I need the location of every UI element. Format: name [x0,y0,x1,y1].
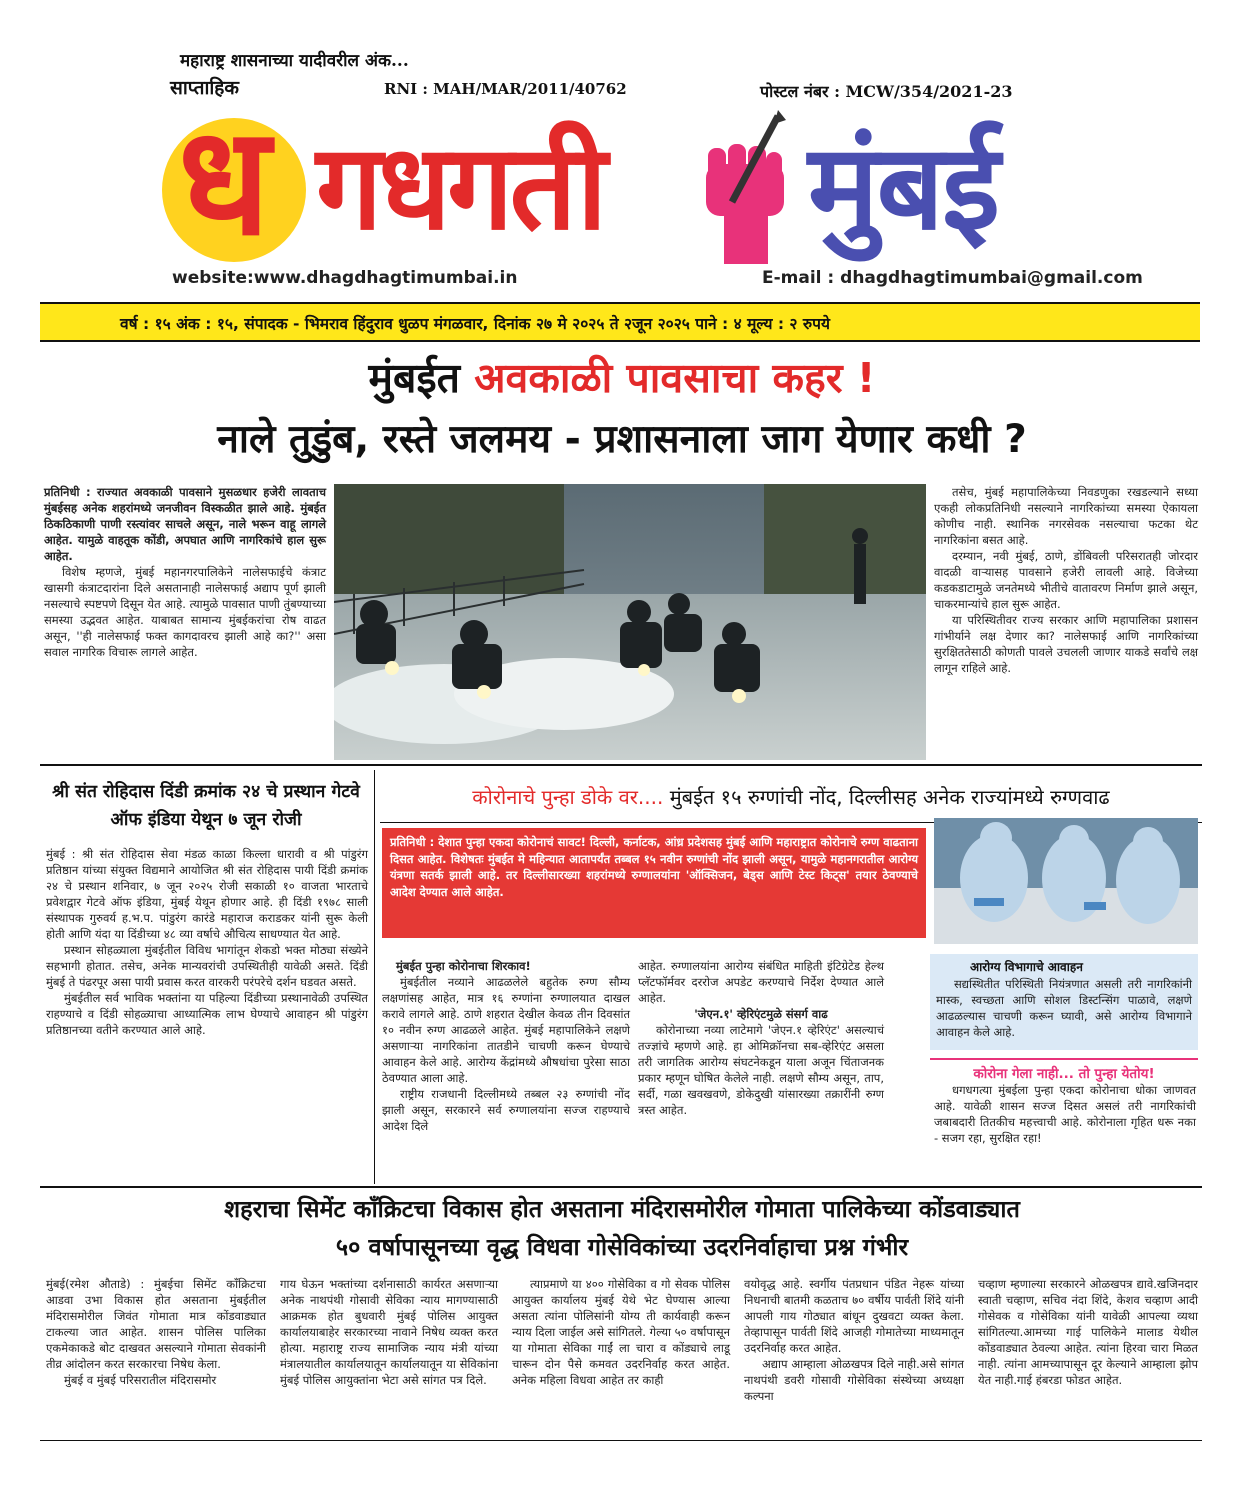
gomata-col1-p1: मुंबई(रमेश औताडे) : मुंबईचा सिमेंट कॉंक्रिटचा आडवा उभा विकास होत असताना मुंबईतील मंदिरासमोरील जिवंत गोमाता मात्र कोंडवाड्यात टाकल्या जात आहेत. शासन पोलिस पालिका एकमेकाकडे बोट दाखवत असल्याने गोमाता सेवकांनी तीव्र आंदोलन करत सरकारचा निषेध केला. [46,1277,266,1371]
masthead-logo [148,95,1108,272]
dindi-p1: मुंबई : श्री संत रोहिदास सेवा मंडळ काळा किल्ला धारावी व श्री पांडुरंग प्रतिष्ठान यांच्या संयुक्त विद्यमाने आयोजित श्री संत रोहिदास पायी दिंडी क्रमांक २४ चे प्रस्थान शनिवार, ७ जून २०२५ रोजी सकाळी १० वाजता भारताचे प्रवेशद्वार गेटवे ऑफ इंडिया, मुंबई येथून होणार आहे. ही दिंडी १९७८ साली संस्थापक गुरुवर्य ह.भ.प. पांडुरंग कारंडे महाराज कराडकर यांनी सुरू केली होती आणि यंदा या दिंडीच्या ४८ व्या वर्षाचे औचित्य साधण्यात येत आहे. [46,847,368,941]
weekly-label: साप्ताहिक [170,77,239,99]
lead-right-p3: या परिस्थितीवर राज्य सरकार आणि महापालिका प्रशासन गांभीर्याने लक्ष देणार का? नालेसफाई आणि नागरिकांच्या सुरक्षिततेसाठी कोणती पावले उचलली जाणार याकडे सर्वांचे लक्ष लागून राहिले आहे. [934,613,1198,675]
corona-col1-head: मुंबईत पुन्हा कोरोनाचा शिरकाव! [396,959,531,973]
website-link[interactable]: website:www.dhagdhagtimumbai.in [172,268,518,288]
corona-not-gone-text: धगधगत्या मुंबईला पुन्हा एकदा कोरोनाचा धोका जाणवत आहे. यावेळी शासन सज्ज दिसत असलं तरी नागरिकांची जबाबदारी तितकीच महत्त्वाची आहे. कोरोनाला गृहित धरू नका - सजग रहा, सुरक्षित रहा! [934,1083,1196,1145]
fist-pen-icon [678,106,808,266]
divider [40,1186,1202,1188]
corona-headline-red: कोरोनाचे पुन्हा डोके वर.... [472,785,664,809]
column-divider [374,770,375,1184]
dindi-p2: प्रस्थान सोहळ्याला मुंबईतील विविध भागांतून शेकडो भक्त मोठ्या संख्येने सहभागी होतात. तसेच, अनेक मान्यवरांची उपस्थितीही यावेळी असते. दिंडी मुंबई ते पंढरपूर असा पायी प्रवास करत वारकरी परंपरेचे दर्शन घडवत असते. [46,943,368,989]
masthead-title-blue: मुंबई [808,118,998,256]
masthead-title-red: गधगती [316,118,604,256]
lead-right-column [934,484,1198,676]
lead-intro: प्रतिनिधी : राज्यात अवकाळी पावसाने मुसळधार हजेरी लावताच मुंबईसह अनेक शहरांमध्ये जनजीवन विस्कळीत झाले आहे. मुंबईत ठिकठिकाणी पाणी रस्त्यांवर साचले असून, नाले भरून वाहू लागले आहेत. यामुळे वाहतूक कोंडी, अपघात आणि नागरिकांचे हाल सुरू आहेत. [44,485,326,563]
gomata-col1-p2: मुंबई व मुंबई परिसरातील मंदिरासमोर [64,1373,217,1387]
logo-letter: ध [178,95,271,269]
corona-col1 [382,958,630,1134]
gomata-col4 [744,1276,964,1404]
dindi-column [46,846,368,1038]
info-bar-text: वर्ष : १५ अंक : १५, संपादक - भिमराव हिंदुराव धुळप मंगळवार, दिनांक २७ मे २०२५ ते २जून २०२५ पाने : ४ मूल्य : २ रुपये [120,315,830,333]
health-dept-box [930,954,1198,1050]
lead-headline-1b: अवकाळी पावसाचा कहर ! [474,354,876,402]
corona-col2-p2: कोरोनाच्या नव्या लाटेमागे 'जेएन.१ व्हेरिएंट' असल्याचं तज्ज्ञांचे म्हणणे आहे. हा ओमिक्रॉनचा सब-व्हेरिएंट असला तरी जागतिक आरोग्य संघटनेकडून याला अजून चिंताजनक प्रकार म्हणून घोषित केलेले नाही. लक्षणे सौम्य असून, ताप, सर्दी, गळा खवखवणे, डोकेदुखी यांसारख्या तक्रारींनी रुग्ण त्रस्त आहेत. [638,1023,884,1117]
govt-list-note: महाराष्ट्र शासनाच्या यादीवरील अंक... [180,51,409,71]
bottom-rule [40,1440,1202,1441]
corona-col2-head: 'जेएन.१' व्हेरिएंटमुळे संसर्ग वाढ [694,1007,828,1021]
lead-right-p1: तसेच, मुंबई महापालिकेच्या निवडणुका रखडल्याने सध्या एकही लोकप्रतिनिधी नसल्याने नागरिकांच्या समस्या ऐकायला कोणीच नाही. स्थानिक नगरसेवक नसल्याचा फटका थेट नागरिकांना बसत आहे. [934,485,1198,547]
gomata-col2 [280,1276,498,1388]
lead-left-column [44,484,326,660]
corona-headline [380,782,1202,812]
dindi-headline: श्री संत रोहिदास दिंडी क्रमांक २४ चे प्रस्थान गेटवे ऑफ इंडिया येथून ७ जून रोजी [52,782,360,830]
rain-photo [334,484,926,760]
corona-not-gone-head: कोरोना गेला नाही... तो पुन्हा येतोय! [930,1058,1198,1082]
lead-right-p2: दरम्यान, नवी मुंबई, ठाणे, डोंबिवली परिसरातही जोरदार वादळी वाऱ्यासह पावसाने हजेरी लावली आहे. विजेच्या कडकडाटामुळे जनतेमध्ये भीतीचे वातावरण निर्माण झाले असून, चाकरमान्यांचे हाल सुरू आहेत. [934,549,1198,611]
rni-number: RNI : MAH/MAR/2011/40762 [384,80,627,98]
gomata-headline-2: ५० वर्षापासूनच्या वृद्ध विधवा गोसेविकांच्या उदरनिर्वाहाचा प्रश्न गंभीर [335,1233,909,1261]
gomata-col3-p1: त्याप्रमाणे या ४०० गोसेविका व गो सेवक पोलिस आयुक्त कार्यालय मुंबई येथे भेट घेण्यास आल्या असता त्यांना पोलिसांनी योग्य ती कार्यवाही करून न्याय दिला जाईल असे सांगितले. गेल्या ५० वर्षापासून या गोमाता सेविका गाईं ला चारा व कोंड्याचे लाडू चारून दोन पैसे कमवत उदरनिर्वाह करत आहेत. अनेक महिला विधवा आहेत तर काही [512,1277,730,1387]
info-bar [40,302,1200,342]
corona-intro-box [382,828,926,938]
divider [40,764,1202,766]
email-link[interactable]: E-mail : dhagdhagtimumbai@gmail.com [762,268,1143,288]
gomata-headline-1: शहराचा सिमेंट कॉंक्रिटचा विकास होत असताना मंदिरासमोरील गोमाता पालिकेच्या कोंडवाड्यात [224,1195,1020,1223]
postal-number: पोस्टल नंबर : MCW/354/2021-23 [760,82,1013,101]
lead-headline-1 [0,352,1244,404]
gomata-col1 [46,1276,266,1388]
gomata-col5 [978,1276,1198,1388]
corona-col1-p1: मुंबईतील नव्याने आढळलेले बहुतेक रुग्ण सौम्य लक्षणांसह आहेत, मात्र १६ रुग्णांना रुग्णालयात दाखल करावे लागले आहे. ठाणे शहरात देखील केवळ तीन दिवसांत १० नवीन रुग्ण आढळले आहेत. मुंबई महापालिकेने लक्षणे असणाऱ्या नागरिकांना तातडीने चाचणी करून घेण्याचे आवाहन केले आहे. आरोग्य केंद्रांमध्ये औषधांचा पुरेसा साठा ठेवण्यात आला आहे. [382,975,630,1085]
gomata-col2-p1: गाय घेऊन भक्तांच्या दर्शनासाठी कार्यरत असणाऱ्या अनेक नाथपंथी गोसावी सेविका न्याय मागण्यासाठी आक्रमक होत बुधवारी मुंबई पोलिस आयुक्त कार्यालयाबाहेर सरकारच्या नावाने निषेध व्यक्त करत होत्या. महाराष्ट्र राज्य सामाजिक न्याय मंत्री यांच्या मंत्रालयातील कार्यालयातून कार्यालयातून या सेविकांना मुंबई पोलिस आयुक्तांना भेटा असे सांगत पत्र दिले. [280,1277,498,1387]
lead-headline-1a: मुंबईत [368,354,460,402]
lead-headline-2: नाले तुडुंब, रस्ते जलमय - प्रशासनाला जाग येणार कधी ? [217,417,1027,462]
corona-intro: प्रतिनिधी : देशात पुन्हा एकदा कोरोनाचं सावट! दिल्ली, कर्नाटक, आंध्र प्रदेशसह मुंबई आणि महाराष्ट्रात कोरोनाचे रुग्ण वाढताना दिसत आहेत. विशेषतः मुंबईत मे महिन्यात आतापर्यंत तब्बल १५ नवीन रुग्णांची नोंद झाली असून, यामुळे महानगरातील आरोग्य यंत्रणा सतर्क झाली आहे. तर दिल्लीसारख्या शहरांमध्ये रुग्णालयांना 'ऑक्सिजन, बेड्स आणि टेस्ट किट्स' तयार ठेवण्याचे आदेश देण्यात आले आहेत. [390,835,918,899]
corona-headline-black: मुंबईत १५ रुग्णांची नोंद, दिल्लीसह अनेक राज्यांमध्ये रुग्णवाढ [669,785,1110,809]
gomata-col4-p1: वयोवृद्ध आहे. स्वर्गीय पंतप्रधान पंडित नेहरू यांच्या निधनाची बातमी कळताच ७० वर्षीय पार्वती शिंदे यांनी आपली गाय गोठ्यात बांधून दुखवटा व्यक्त केला. तेव्हापासून पार्वती शिंदे आजही गोमातेच्या माध्यमातून उदरनिर्वाह करत आहेत. [744,1277,964,1355]
corona-col1-p2: राष्ट्रीय राजधानी दिल्लीमध्ये तब्बल २३ रुग्णांची नोंद झाली असून, सरकारने सर्व रुग्णालयांना सज्ज राहण्याचे आदेश दिले [382,1087,630,1133]
gomata-col5-p1: चव्हाण म्हणाल्या सरकारने ओळखपत्र द्यावे.खजिनदार स्वाती चव्हाण, सचिव नंदा शिंदे, केशव चव्हाण आदी गोसेवक व गोसेविका यांनी यावेळी आपल्या व्यथा सांगितल्या.आमच्या गाई पालिकेने मालाड येथील कोंडवाड्यात ठेवल्या आहेत. त्यांना हिरवा चारा मिळत नाही. त्यांना आमच्यापासून दूर केल्याने आम्हाला झोप येत नाही.गाई हंबरडा फोडत आहेत. [978,1277,1198,1387]
gomata-col3 [512,1276,730,1388]
corona-photo [934,818,1198,944]
gomata-col4-p2: अद्याप आम्हाला ओळखपत्र दिले नाही.असे सांगत नाथपंथी डवरी गोसावी गोसेविका संस्थेच्या अध्यक्षा कल्पना [744,1357,964,1403]
lead-body: विशेष म्हणजे, मुंबई महानगरपालिकेने नालेसफाईचे कंत्राट खासगी कंत्राटदारांना दिले असतानाही नालेसफाई अद्याप पूर्ण झाली नसल्याचे स्पष्टपणे दिसून येत आहे. त्यामुळे पावसात पाणी तुंबण्याच्या समस्या उद्भवत आहेत. याबाबत सामान्य मुंबईकरांचा रोष वाढत असून, ''ही नालेसफाई फक्त कागदावरच झाली आहे का?'' असा सवाल नागरिक विचारू लागले आहेत. [44,565,326,659]
health-dept-head: आरोग्य विभागाचे आवाहन [970,960,1083,974]
dindi-p3: मुंबईतील सर्व भाविक भक्तांना या पहिल्या दिंडीच्या प्रस्थानावेळी उपस्थित राहण्याचे व दिंडी सोहळ्याचा आध्यात्मिक लाभ घेण्याचे आवाहन श्री पांडुरंग प्रतिष्ठानच्या वतीने करण्यात आले आहे. [46,991,368,1037]
corona-col2-p1: आहेत. रुग्णालयांना आरोग्य संबंधित माहिती इंटिग्रेटेड हेल्थ प्लॅटफॉर्मवर दररोज अपडेट करण्याचे निर्देश देण्यात आले आहेत. [638,959,884,1005]
corona-col2 [638,958,884,1118]
health-dept-text: सद्यस्थितीत परिस्थिती नियंत्रणात असली तरी नागरिकांनी मास्क, स्वच्छता आणि सोशल डिस्टन्सिंग पाळावे, लक्षणे आढळल्यास चाचणी करून घ्यावी, असे आरोग्य विभागाने आवाहन केले आहे. [936,977,1192,1039]
